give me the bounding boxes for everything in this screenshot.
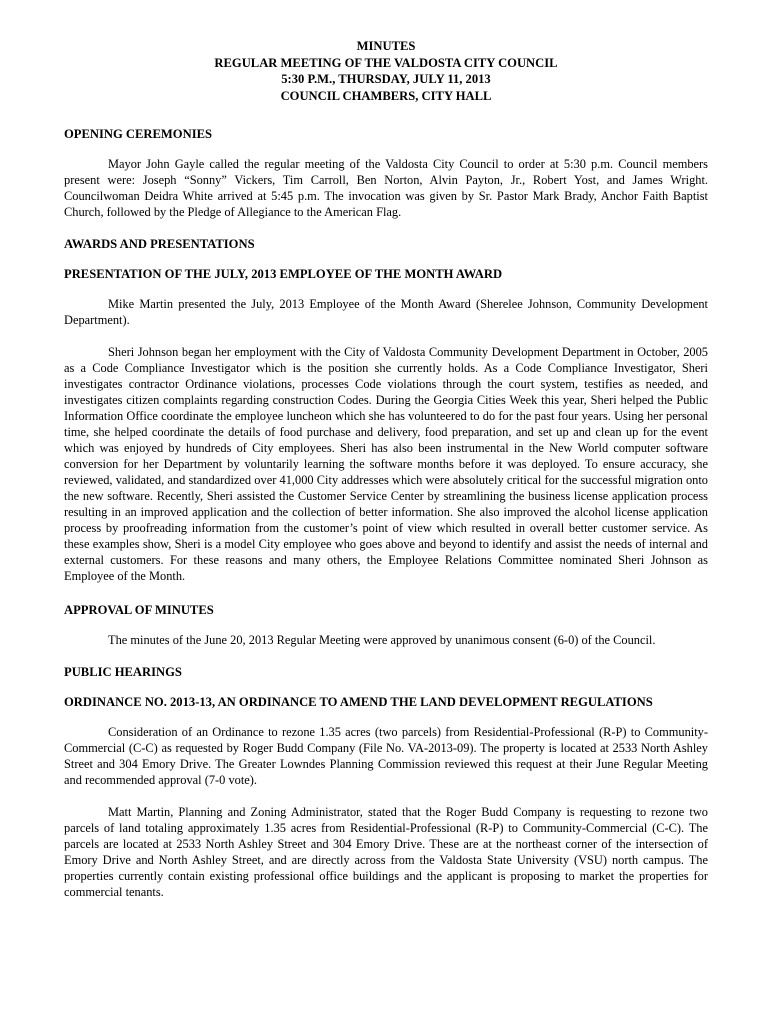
header-title: MINUTES xyxy=(356,39,416,53)
header-meeting: REGULAR MEETING OF THE VALDOSTA CITY COUNCIL xyxy=(214,55,558,70)
paragraph-opening: Mayor John Gayle called the regular meeting of the Valdosta City Council to order at 5:30 p.m. Council members present were: Joseph “Sonny” Vickers, Tim Carroll, Ben Norton, Alvin Payton, Jr., Robert Yost, and James Wright. Councilwoman Deidra White arrived at 5:45 p.m. The invocation was given by Sr. Pastor Mark Brady, Anchor Faith Baptist Church, followed by the Pledge of Allegiance to the American Flag. xyxy=(64,157,708,219)
document-header xyxy=(64,38,708,104)
paragraph-ordinance-statement: Matt Martin, Planning and Zoning Administrator, stated that the Roger Budd Company is requesting to rezone two parcels of land totaling approximately 1.35 acres from Residential-Professional (R-P) to Community-Commercial (C-C). The parcels are located at 2533 North Ashley Street and 304 Emory Drive. These are at the northeast corner of the intersection of Emory Drive and North Ashley Street, and are directly across from the Valdosta State University (VSU) north campus. The properties currently contain existing professional office buildings and the applicant is proposing to market the properties for commercial tenants. xyxy=(64,805,708,899)
section-heading-opening: OPENING CEREMONIES xyxy=(64,127,212,141)
section-heading-awards: AWARDS AND PRESENTATIONS xyxy=(64,237,255,251)
section-heading-employee-award: PRESENTATION OF THE JULY, 2013 EMPLOYEE OF THE MONTH AWARD xyxy=(64,267,503,281)
section-heading-ordinance: ORDINANCE NO. 2013-13, AN ORDINANCE TO AMEND THE LAND DEVELOPMENT REGULATIONS xyxy=(64,695,653,709)
paragraph-employee-presented: Mike Martin presented the July, 2013 Employee of the Month Award (Sherelee Johnson, Community Development Department). xyxy=(64,297,708,327)
section-heading-minutes: APPROVAL OF MINUTES xyxy=(64,603,214,617)
paragraph-employee-bio: Sheri Johnson began her employment with the City of Valdosta Community Development Department in October, 2005 as a Code Compliance Investigator which is the position she currently holds. As a Code Compliance Investigator, Sheri investigates contractor Ordinance violations, processes Code violations through the court system, testifies as needed, and investigates citizen complaints regarding construction Codes. During the Georgia Cities Week this year, Sheri helped the Public Information Office coordinate the employee luncheon which she has volunteered to do for the past four years. Using her personal time, she helped coordinate the details of food purchase and delivery, food preparation, and set up and clean up for the event which was enjoyed by hundreds of City employees. Sheri has also been instrumental in the New World computer software conversion for her Department by voluntarily learning the software months before it was deployed. To ensure accuracy, she reviewed, validated, and standardized over 41,000 City addresses which were absolutely critical for the successful migration onto the new software. Recently, Sheri assisted the Customer Service Center by streamlining the business license application process resulting in an improved application and the collection of better information. She also improved the alcohol license application process by proofreading information from the customer’s point of view which resulted in overall better customer service. As these examples show, Sheri is a model City employee who goes above and beyond to identify and assist the needs of internal and external customers. For these reasons and many others, the Employee Relations Committee nominated Sheri Johnson as Employee of the Month. xyxy=(64,345,708,583)
section-heading-public-hearings: PUBLIC HEARINGS xyxy=(64,665,182,679)
paragraph-ordinance-consideration: Consideration of an Ordinance to rezone 1.35 acres (two parcels) from Residential-Professional (R-P) to Community-Commercial (C-C) as requested by Roger Budd Company (File No. VA-2013-09). The property is located at 2533 North Ashley Street and 304 Emory Drive. The Greater Lowndes Planning Commission reviewed this request at their June Regular Meeting and recommended approval (7-0 vote). xyxy=(64,725,708,787)
paragraph-minutes: The minutes of the June 20, 2013 Regular Meeting were approved by unanimous consent (6-0) of the Council. xyxy=(108,633,656,647)
header-location: COUNCIL CHAMBERS, CITY HALL xyxy=(280,88,492,103)
header-datetime: 5:30 P.M., THURSDAY, JULY 11, 2013 xyxy=(281,72,491,86)
